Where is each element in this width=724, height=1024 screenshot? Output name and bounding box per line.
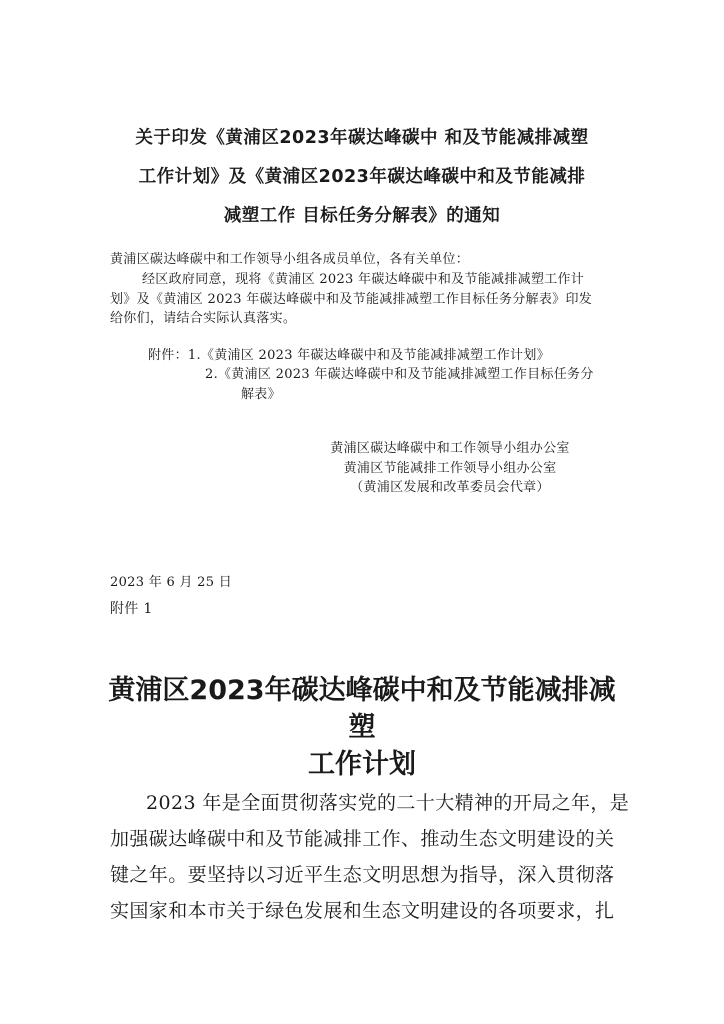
- salutation: 黄浦区碳达峰碳中和工作领导小组各成员单位，各有关单位：: [110, 252, 470, 267]
- body-line-1: 经区政府同意，现将《黄浦区 2023 年碳达峰碳中和及节能减排减塑工作计: [142, 272, 585, 287]
- plan-paragraph-line-4: 实国家和本市关于绿色发展和生态文明建设的各项要求，扎: [110, 900, 615, 922]
- notice-title-line-1: 关于印发《黄浦区2023年碳达峰碳中 和及节能减排减塑: [135, 128, 589, 148]
- signature-line-3: （黄浦区发展和改革委员会代章）: [350, 480, 550, 495]
- plan-title-line-3: 工作计划: [308, 749, 416, 780]
- signature-line-1: 黄浦区碳达峰碳中和工作领导小组办公室: [330, 441, 570, 456]
- attachment-label: 附件 1: [110, 601, 153, 617]
- plan-paragraph-line-3: 键之年。要坚持以习近平生态文明思想为指导，深入贯彻落: [110, 864, 615, 886]
- signature-line-2: 黄浦区节能减排工作领导小组办公室: [343, 461, 557, 476]
- attachment-item-2-line-2: 解表》: [241, 387, 281, 402]
- body-line-2: 划》及《黄浦区 2023 年碳达峰碳中和及节能减排减塑工作目标任务分解表》印发: [110, 292, 593, 307]
- plan-title-line-2: 塑: [348, 712, 376, 743]
- notice-title-line-3: 减塑工作 目标任务分解表》的通知: [223, 206, 501, 226]
- plan-paragraph-line-1: 2023 年是全面贯彻落实党的二十大精神的开局之年，是: [146, 792, 630, 814]
- body-line-3: 给你们，请结合实际认真落实。: [110, 311, 297, 326]
- attachment-item-2-line-1: 2.《黄浦区 2023 年碳达峰碳中和及节能减排减塑工作目标任务分: [205, 367, 594, 382]
- plan-paragraph-line-2: 加强碳达峰碳中和及节能减排工作、推动生态文明建设的关: [110, 828, 615, 850]
- attachment-item-1: 附件：1.《黄浦区 2023 年碳达峰碳中和及节能减排减塑工作计划》: [148, 348, 550, 363]
- plan-title-line-1: 黄浦区2023年碳达峰碳中和及节能减排减: [108, 675, 616, 706]
- notice-date: 2023 年 6 月 25 日: [110, 575, 233, 590]
- notice-title-line-2: 工作计划》及《黄浦区2023年碳达峰碳中和及节能减排: [138, 167, 586, 187]
